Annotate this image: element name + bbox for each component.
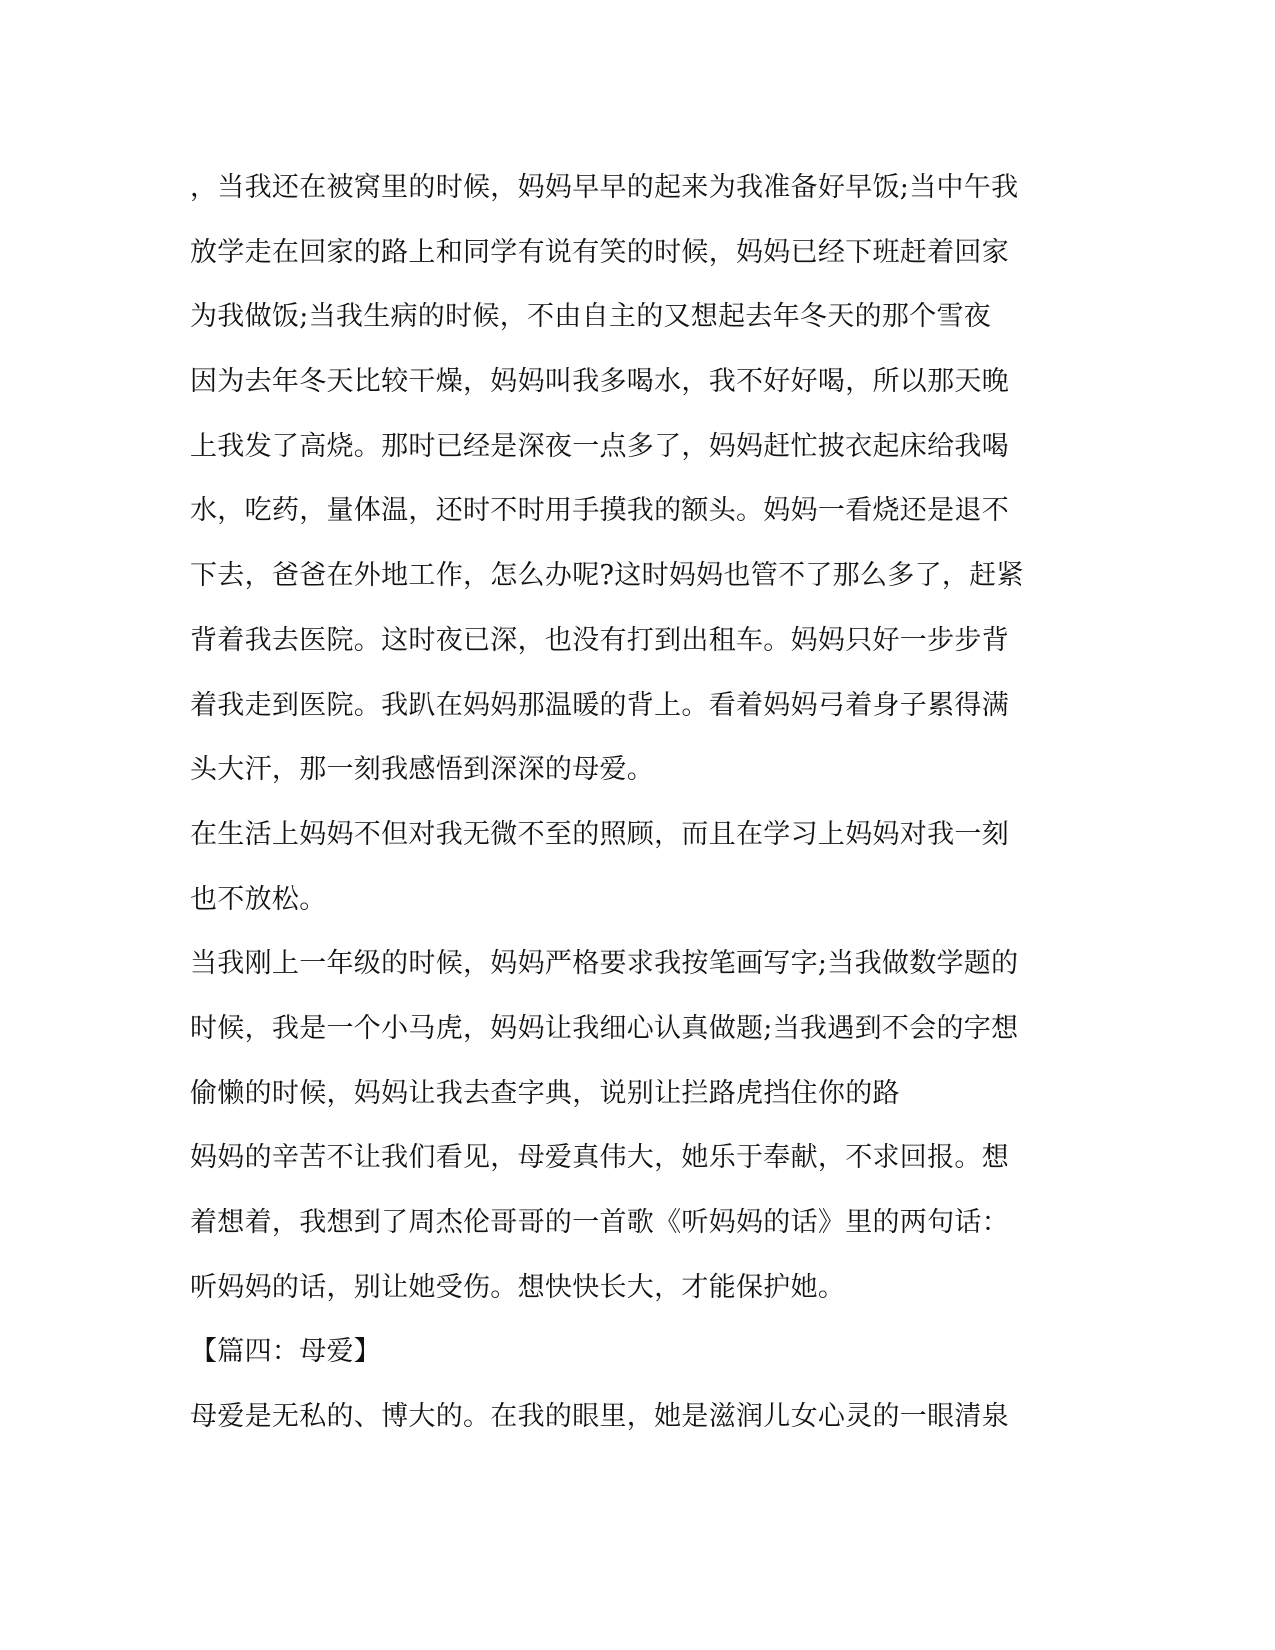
text-line: 当我刚上一年级的时候，妈妈严格要求我按笔画写字;当我做数学题的: [190, 948, 1019, 980]
text-line: ，当我还在被窝里的时候，妈妈早早的起来为我准备好早饭;当中午我: [190, 172, 1019, 203]
text-line: 偷懒的时候，妈妈让我去查字典，说别让拦路虎挡住你的路: [190, 1077, 900, 1109]
text-line: 水，吃药，量体温，还时不时用手摸我的额头。妈妈一看烧还是退不: [190, 495, 1009, 527]
section-heading: 【篇四：母爱】: [190, 1336, 382, 1368]
text-line: 着我走到医院。我趴在妈妈那温暖的背上。看着妈妈弓着身子累得满: [190, 689, 1009, 721]
text-line: 也不放松。: [190, 883, 327, 915]
document-body: [190, 156, 1080, 1450]
text-line: 着想着，我想到了周杰伦哥哥的一首歌《听妈妈的话》里的两句话：: [190, 1207, 1009, 1238]
text-line: 在生活上妈妈不但对我无微不至的照顾，而且在学习上妈妈对我一刻: [190, 818, 1009, 850]
text-line: 头大汗，那一刻我感悟到深深的母爱。: [190, 754, 655, 786]
text-line: 为我做饭;当我生病的时候，不由自主的又想起去年冬天的那个雪夜: [190, 301, 992, 333]
text-line: 听妈妈的话，别让她受伤。想快快长大，才能保护她。: [190, 1271, 846, 1303]
text-line: 背着我去医院。这时夜已深，也没有打到出租车。妈妈只好一步步背: [190, 624, 1009, 656]
text-line: 上我发了高烧。那时已经是深夜一点多了，妈妈赶忙披衣起床给我喝: [190, 430, 1009, 462]
text-line: 妈妈的辛苦不让我们看见，母爱真伟大，她乐于奉献，不求回报。想: [190, 1142, 1009, 1174]
text-line: 放学走在回家的路上和同学有说有笑的时候，妈妈已经下班赶着回家: [190, 236, 1009, 268]
text-line: 母爱是无私的、博大的。在我的眼里，她是滋润儿女心灵的一眼清泉: [190, 1401, 1009, 1433]
text-line: 因为去年冬天比较干燥，妈妈叫我多喝水，我不好好喝，所以那天晚: [190, 366, 1009, 398]
text-line: 下去，爸爸在外地工作，怎么办呢?这时妈妈也管不了那么多了，赶紧: [190, 560, 1024, 592]
text-line: 时候，我是一个小马虎，妈妈让我细心认真做题;当我遇到不会的字想: [190, 1012, 1019, 1044]
